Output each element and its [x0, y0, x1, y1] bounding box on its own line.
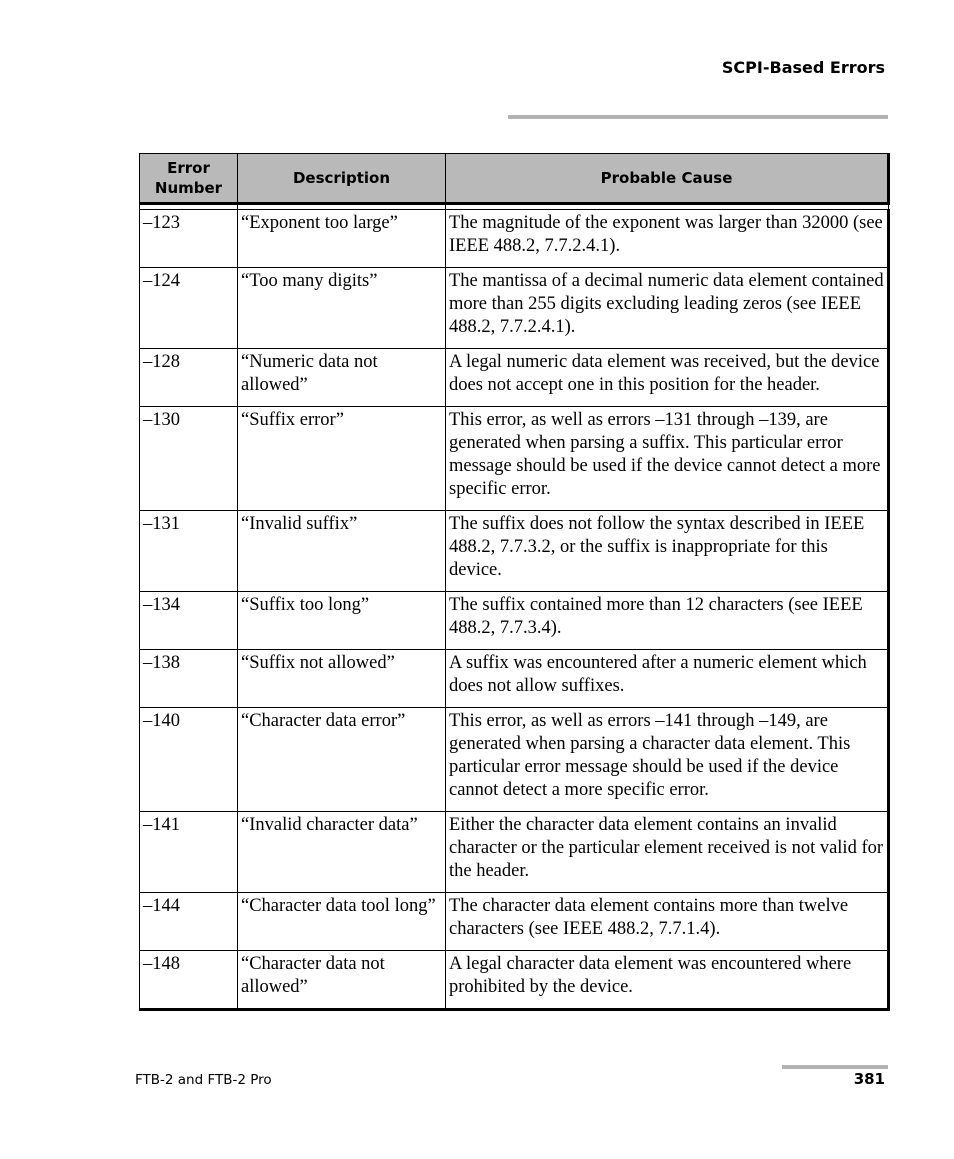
description-cell: “Suffix not allowed” — [238, 650, 446, 708]
error-number-cell: –123 — [140, 210, 238, 268]
description-cell: “Exponent too large” — [238, 210, 446, 268]
column-header-probable-cause: Probable Cause — [446, 154, 889, 204]
description-cell: “Invalid character data” — [238, 812, 446, 893]
error-number-cell: –148 — [140, 951, 238, 1010]
probable-cause-cell: This error, as well as errors –141 through –149, are generated when parsing a character data element. This particular error message should be used if the device cannot detect a more specific error. — [446, 708, 889, 812]
column-header-error-number: Error Number — [140, 154, 238, 204]
description-cell: “Numeric data not allowed” — [238, 349, 446, 407]
error-number-cell: –124 — [140, 268, 238, 349]
probable-cause-cell: A suffix was encountered after a numeric element which does not allow suffixes. — [446, 650, 889, 708]
table-row — [140, 812, 889, 893]
probable-cause-cell: A legal character data element was encountered where prohibited by the device. — [446, 951, 889, 1010]
probable-cause-cell: The magnitude of the exponent was larger than 32000 (see IEEE 488.2, 7.7.2.4.1). — [446, 210, 889, 268]
probable-cause-cell: A legal numeric data element was received, but the device does not accept one in this position for the header. — [446, 349, 889, 407]
error-number-cell: –144 — [140, 893, 238, 951]
table-header-row — [140, 154, 889, 204]
description-cell: “Invalid suffix” — [238, 511, 446, 592]
table-row — [140, 268, 889, 349]
error-number-cell: –141 — [140, 812, 238, 893]
table-header — [140, 154, 889, 204]
error-number-cell: –134 — [140, 592, 238, 650]
table-row — [140, 511, 889, 592]
error-number-cell: –131 — [140, 511, 238, 592]
table-row — [140, 592, 889, 650]
description-cell: “Suffix too long” — [238, 592, 446, 650]
column-header-description: Description — [238, 154, 446, 204]
description-cell: “Character data error” — [238, 708, 446, 812]
table-row — [140, 708, 889, 812]
description-cell: “Suffix error” — [238, 407, 446, 511]
header-rule — [508, 115, 888, 119]
table-row — [140, 951, 889, 1010]
footer-rule — [782, 1065, 888, 1069]
table-row — [140, 893, 889, 951]
table-row — [140, 210, 889, 268]
error-number-cell: –128 — [140, 349, 238, 407]
probable-cause-cell: The suffix contained more than 12 characters (see IEEE 488.2, 7.7.3.4). — [446, 592, 889, 650]
table-body — [140, 204, 889, 1010]
probable-cause-cell: The suffix does not follow the syntax described in IEEE 488.2, 7.7.3.2, or the suffix is inappropriate for this device. — [446, 511, 889, 592]
probable-cause-cell: Either the character data element contains an invalid character or the particular element received is not valid for the header. — [446, 812, 889, 893]
error-number-cell: –130 — [140, 407, 238, 511]
probable-cause-cell: The mantissa of a decimal numeric data element contained more than 255 digits excluding leading zeros (see IEEE 488.2, 7.7.2.4.1). — [446, 268, 889, 349]
table-row — [140, 407, 889, 511]
error-table-container — [139, 153, 888, 1011]
section-title: SCPI-Based Errors — [721, 58, 885, 77]
table-row — [140, 349, 889, 407]
description-cell: “Character data not allowed” — [238, 951, 446, 1010]
error-number-cell: –140 — [140, 708, 238, 812]
table-row — [140, 650, 889, 708]
error-number-cell: –138 — [140, 650, 238, 708]
description-cell: “Too many digits” — [238, 268, 446, 349]
description-cell: “Character data tool long” — [238, 893, 446, 951]
page-number: 381 — [853, 1070, 885, 1088]
error-table — [139, 153, 890, 1011]
probable-cause-cell: This error, as well as errors –131 through –139, are generated when parsing a suffix. This particular error message should be used if the device cannot detect a more specific error. — [446, 407, 889, 511]
footer-product-name: FTB-2 and FTB-2 Pro — [135, 1072, 272, 1088]
probable-cause-cell: The character data element contains more than twelve characters (see IEEE 488.2, 7.7.1.4). — [446, 893, 889, 951]
